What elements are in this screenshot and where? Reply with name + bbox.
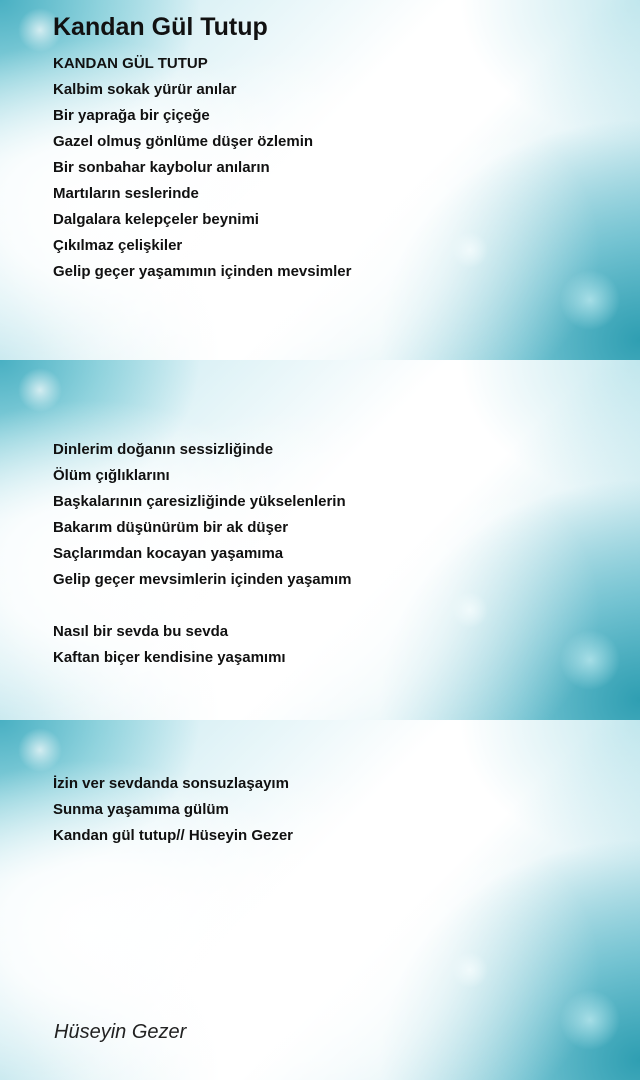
stanza-break [53,593,351,619]
poem-line: Bakarım düşünürüm bir ak düşer [53,519,289,536]
poem-line: Gazel olmuş gönlüme düşer özlemin [53,133,314,150]
poem-line: KANDAN GÜL TUTUP [53,55,208,72]
poem-line: Sunma yaşamıma gülüm [53,801,229,818]
poem-title: Kandan Gül Tutup [53,13,268,41]
poem-line: Gelip geçer mevsimlerin içinden yaşamım [53,571,352,588]
poem-line: Kalbim sokak yürür anılar [53,81,237,98]
poem-line: Gelip geçer yaşamımın içinden mevsimler [53,263,352,280]
poem-line: Ölüm çığlıklarını [53,467,170,484]
poem-line: Nasıl bir sevda bu sevda [53,623,229,640]
poem-line: Bir yaprağa bir çiçeğe [53,107,210,124]
stanza-1 [53,51,351,285]
poem-line: Çıkılmaz çelişkiler [53,237,183,254]
poem-line: Kandan gül tutup// Hüseyin Gezer [53,827,294,844]
poem-line: Dalgalara kelepçeler beynimi [53,211,259,228]
stanza-2 [53,437,351,671]
poem-line: Martıların seslerinde [53,185,199,202]
poem-line: Başkalarının çaresizliğinde yükselenlerin [53,493,346,510]
stanza-4 [53,771,293,849]
author-signature: Hüseyin Gezer [54,1021,187,1043]
poem-line: Bir sonbahar kaybolur anıların [53,159,270,176]
poem-line: Dinlerim doğanın sessizliğinde [53,441,274,458]
poem-line: İzin ver sevdanda sonsuzlaşayım [53,775,289,792]
poem-line: Saçlarımdan kocayan yaşamıma [53,545,284,562]
poem-line: Kaftan biçer kendisine yaşamımı [53,649,286,666]
